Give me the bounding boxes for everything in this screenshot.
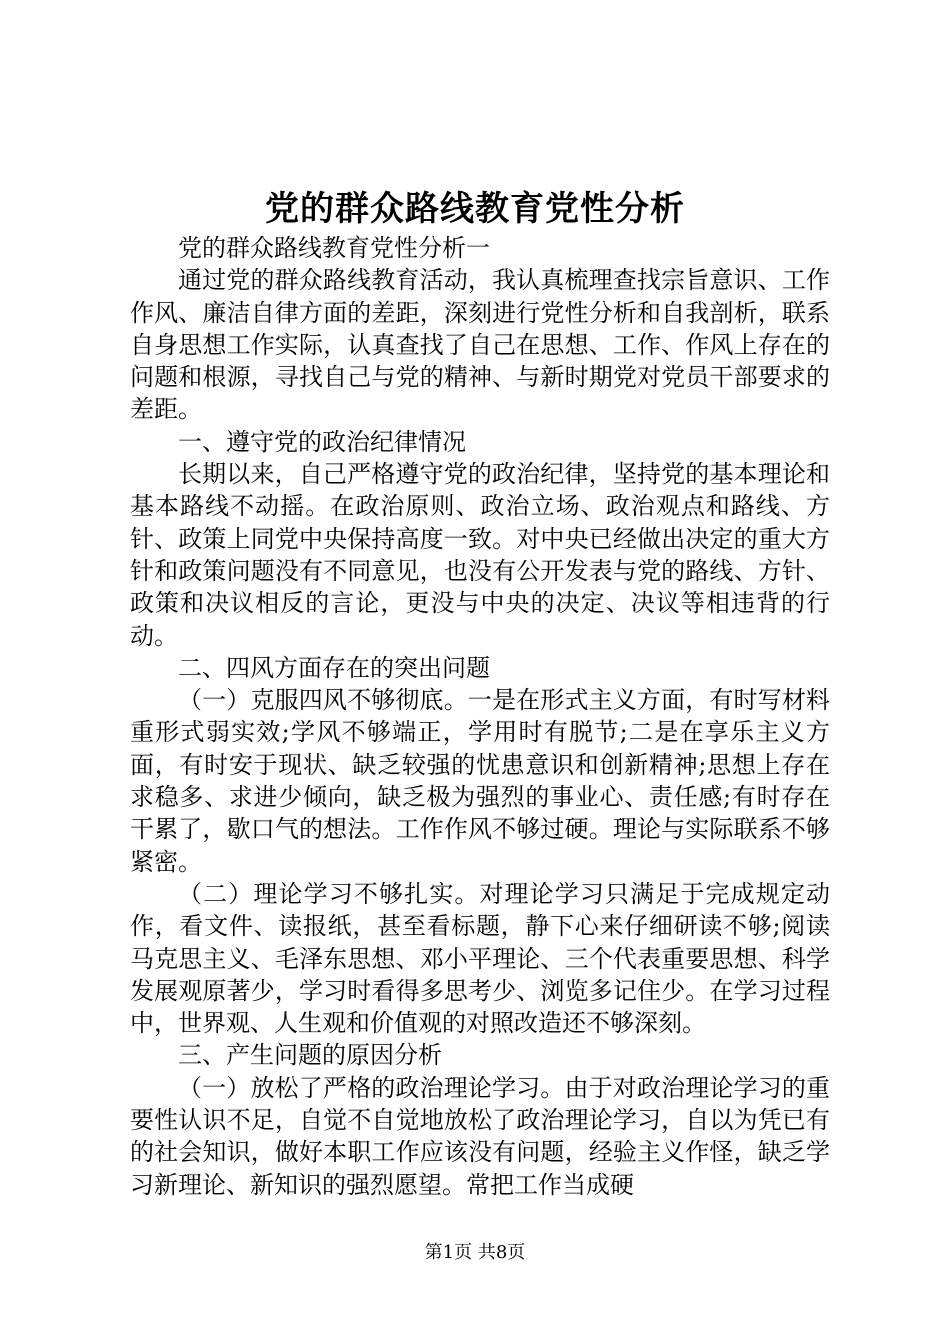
section-heading-2: 二、四风方面存在的突出问题 [178,653,490,682]
paragraph-cause-1: （一）放松了严格的政治理论学习。由于对政治理论学习的重要性认识不足，自觉不自觉地放松了政治理论学习，自以为凭已有的社会知识，做好本职工作应该没有问题，经验主义作怪，缺乏学习新理论、新知识的强烈愿望。常把工作当成硬 [130,1073,830,1199]
section-heading-3: 三、产生问题的原因分析 [178,1041,442,1070]
paragraph-problem-2: （二）理论学习不够扎实。对理论学习只满足于完成规定动作，看文件、读报纸，甚至看标题，静下心来仔细研读不够;阅读马克思主义、毛泽东思想、邓小平理论、三个代表重要思想、科学发展观原著少，学习时看得多思考少、浏览多记住少。在学习过程中，世界观、人生观和价值观的对照改造还不够深刻。 [130,879,830,1038]
paragraph-intro: 通过党的群众路线教育活动，我认真梳理查找宗旨意识、工作作风、廉洁自律方面的差距，深刻进行党性分析和自我剖析，联系自身思想工作实际，认真查找了自己在思想、工作、作风上存在的问题和根源，寻找自己与党的精神、与新时期党对党员干部要求的差距。 [130,266,830,424]
section-heading-1: 一、遵守党的政治纪律情况 [178,427,466,456]
document-title: 党的群众路线教育党性分析 [265,189,685,229]
paragraph-subtitle: 党的群众路线教育党性分析一 [178,234,490,262]
paragraph-problem-1: （一）克服四风不够彻底。一是在形式主义方面，有时写材料重形式弱实效;学风不够端正，学用时有脱节;二是在享乐主义方面，有时安于现状、缺乏较强的忧患意识和创新精神;思想上存在求稳多、求进少倾向，缺乏极为强烈的事业心、责任感;有时存在干累了，歇口气的想法。工作作风不够过硬。理论与实际联系不够紧密。 [130,686,830,876]
page-footer: 第1页 共8页 [424,1242,526,1263]
document-body [130,232,830,1201]
paragraph-discipline: 长期以来，自己严格遵守党的政治纪律，坚持党的基本理论和基本路线不动摇。在政治原则、政治立场、政治观点和路线、方针、政策上同党中央保持高度一致。对中央已经做出决定的重大方针和政策问题没有不同意见，也没有公开发表与党的路线、方针、政策和决议相反的言论，更没与中央的决定、决议等相违背的行动。 [130,460,830,650]
